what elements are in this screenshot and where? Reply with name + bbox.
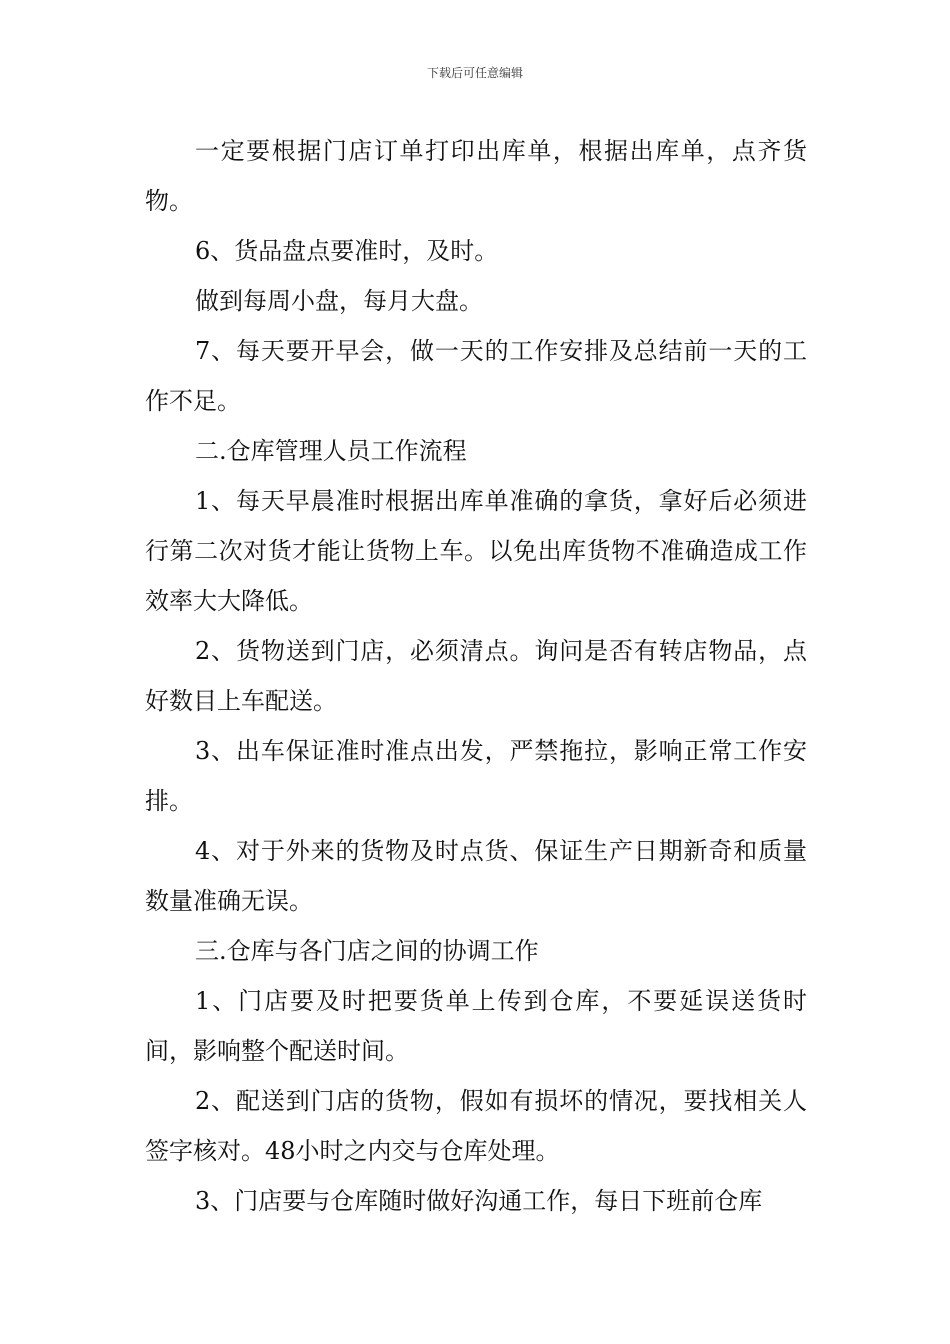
paragraph: 1、每天早晨准时根据出库单准确的拿货，拿好后必须进行第二次对货才能让货物上车。以免出库货物不准确造成工作效率大大降低。 — [145, 487, 807, 615]
paragraph: 3、出车保证准时准点出发，严禁拖拉，影响正常工作安排。 — [145, 737, 807, 815]
paragraph: 4、对于外来的货物及时点货、保证生产日期新奇和质量数量准确无误。 — [145, 837, 807, 915]
paragraph: 2、货物送到门店，必须清点。询问是否有转店物品，点好数目上车配送。 — [145, 637, 807, 715]
section-heading: 二.仓库管理人员工作流程 — [195, 437, 467, 465]
paragraph: 1、门店要及时把要货单上传到仓库，不要延误送货时间，影响整个配送时间。 — [145, 987, 807, 1065]
paragraph: 3、门店要与仓库随时做好沟通工作，每日下班前仓库 — [195, 1187, 763, 1215]
page-header: 下载后可任意编辑 — [426, 66, 523, 80]
paragraph: 一定要根据门店订单打印出库单，根据出库单，点齐货物。 — [145, 137, 807, 215]
section-heading: 三.仓库与各门店之间的协调工作 — [195, 937, 539, 965]
paragraph: 2、配送到门店的货物，假如有损坏的情况，要找相关人签字核对。48小时之内交与仓库处理。 — [145, 1087, 807, 1165]
document-body — [145, 126, 807, 1226]
paragraph: 7、每天要开早会，做一天的工作安排及总结前一天的工作不足。 — [145, 337, 807, 415]
paragraph: 做到每周小盘，每月大盘。 — [195, 287, 483, 315]
paragraph: 6、货品盘点要准时，及时。 — [195, 237, 499, 265]
